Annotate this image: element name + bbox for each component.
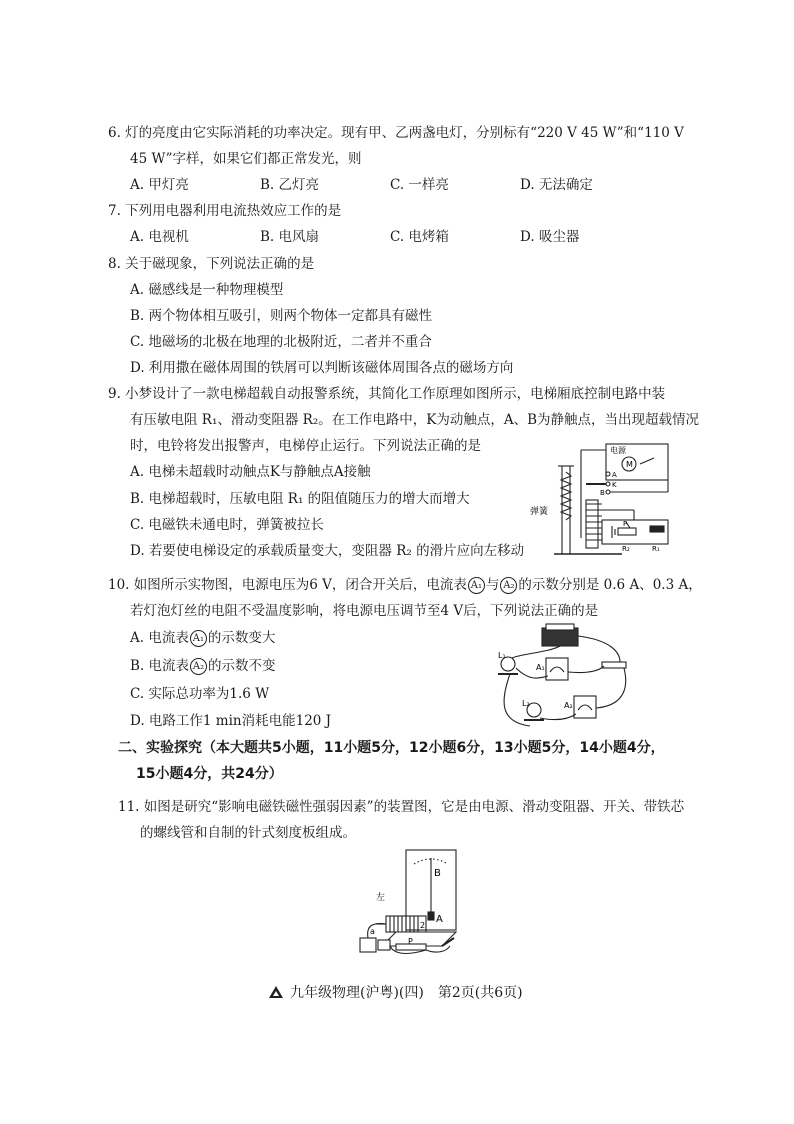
q11-apparatus-figure	[346, 846, 462, 962]
q11-fig-num: 2	[420, 921, 426, 930]
q9-option-c[interactable]: C. 电磁铁未通电时，弹簧被拉长	[130, 517, 324, 533]
q10-option-a-part1: A. 电流表	[130, 630, 189, 646]
q11-fig-a: a	[370, 927, 375, 936]
q10-stem-part2: 与	[485, 577, 500, 593]
q10-option-a[interactable]	[130, 628, 275, 648]
footer-page-number: 第2页(共6页)	[437, 985, 523, 1001]
q9-fig-r1: R₁	[652, 545, 660, 553]
section2-heading-line1: 二、实验探究（本大题共5小题，11小题5分，12小题6分，13小题5分，14小题4分，	[118, 740, 665, 756]
q6-option-a[interactable]: A. 甲灯亮	[130, 177, 189, 193]
q10-option-d[interactable]: D. 电路工作1 min消耗电能120 J	[130, 713, 332, 729]
section2-heading-line2: 15小题4分，共24分）	[136, 766, 283, 782]
ammeter-a2-symbol: A₂	[190, 658, 207, 675]
q10-ammeter-a2	[574, 696, 596, 718]
q9-option-d[interactable]: D. 若要使电梯设定的承载质量变大，变阻器 R₂ 的滑片应向左移动	[130, 543, 525, 559]
q7-options	[130, 227, 650, 247]
q6-stem-line2: 45 W”字样，如果它们都正常发光，则	[130, 151, 362, 167]
q10-option-a-part2: 的示数变大	[207, 630, 276, 646]
q10-option-c[interactable]: C. 实际总功率为1.6 W	[130, 686, 270, 702]
ammeter-a1-symbol: A₁	[190, 630, 207, 647]
q11-fig-left: 左	[376, 893, 386, 903]
q10-stem-part1: 10. 如图所示实物图，电源电压为6 V，闭合开关后，电流表	[108, 577, 467, 593]
q8-option-a[interactable]: A. 磁感线是一种物理模型	[130, 282, 284, 298]
q8-stem: 8. 关于磁现象，下列说法正确的是	[108, 256, 315, 272]
q10-circuit-figure	[490, 622, 642, 734]
q9-option-a[interactable]: A. 电梯未超载时动触点K与静触点A接触	[130, 464, 371, 480]
q9-fig-motor: M	[626, 460, 633, 469]
q6-option-b[interactable]: B. 乙灯亮	[260, 177, 320, 193]
q10-battery	[542, 628, 578, 646]
q10-stem-line1	[108, 575, 702, 595]
publisher-logo-icon	[268, 985, 284, 999]
ammeter-a1-symbol: A₁	[468, 577, 485, 594]
q10-stem-line2: 若灯泡灯丝的电阻不受温度影响，将电源电压调节至4 V后，下列说法正确的是	[130, 603, 599, 619]
q7-stem: 7. 下列用电器利用电流热效应工作的是	[108, 203, 342, 219]
q7-option-c[interactable]: C. 电烤箱	[390, 229, 449, 245]
q10-fig-l2: L₂	[522, 699, 530, 708]
q6-options	[130, 175, 650, 195]
q10-ammeter-a1	[546, 658, 568, 680]
q9-stem-line3: 时，电铃将发出报警声，电梯停止运行。下列说法正确的是	[130, 438, 481, 454]
page-footer	[268, 982, 523, 1002]
footer-title: 九年级物理(沪粤)(四)	[290, 985, 424, 1001]
q8-option-c[interactable]: C. 地磁场的北极在地理的北极附近，二者并不重合	[130, 334, 432, 350]
q6-stem-line1: 6. 灯的亮度由它实际消耗的功率决定。现有甲、乙两盏电灯，分别标有“220 V 45 W”和“110 V	[108, 125, 684, 141]
q10-fig-a2: A₂	[564, 701, 573, 710]
q9-r2-resistor	[618, 528, 636, 535]
q11-stem-line2: 的螺线管和自制的针式刻度板组成。	[140, 825, 356, 841]
q9-stem-line1: 9. 小梦设计了一款电梯超载自动报警系统，其简化工作原理如图所示，电梯厢底控制电路中装	[108, 386, 666, 402]
q10-switch	[602, 662, 626, 668]
q6-option-d[interactable]: D. 无法确定	[520, 177, 593, 193]
q9-fig-spring: 弹簧	[530, 507, 549, 517]
q9-fig-power: 电源	[610, 446, 626, 455]
q10-option-b[interactable]	[130, 656, 276, 676]
q9-r1-sensor	[650, 526, 664, 532]
q9-circuit-figure	[526, 438, 676, 560]
q9-stem-line2: 有压敏电阻 R₁、滑动变阻器 R₂。在工作电路中，K为动触点，A、B为静触点，当出现超载情况	[130, 412, 699, 428]
q11-fig-b: B	[434, 868, 441, 879]
q9-fig-b: B	[600, 489, 605, 497]
q11-fig-p: P	[408, 937, 413, 946]
q10-stem-part3: 的示数分别是 0.6 A、0.3 A，	[518, 577, 702, 593]
q8-option-d[interactable]: D. 利用撒在磁体周围的铁屑可以判断该磁体周围各点的磁场方向	[130, 360, 514, 376]
q8-option-b[interactable]: B. 两个物体相互吸引，则两个物体一定都具有磁性	[130, 308, 433, 324]
q11-fig-a-point: A	[436, 914, 443, 925]
q11-stem-line1: 11. 如图是研究“影响电磁铁磁性强弱因素”的装置图，它是由电源、滑动变阻器、开关、带铁芯	[118, 799, 685, 815]
q9-option-b[interactable]: B. 电梯超载时，压敏电阻 R₁ 的阻值随压力的增大而增大	[130, 491, 470, 507]
q6-option-c[interactable]: C. 一样亮	[390, 177, 449, 193]
q7-option-a[interactable]: A. 电视机	[130, 229, 189, 245]
q9-fig-r2: R₂	[622, 545, 630, 553]
q9-fig-a: A	[612, 471, 617, 479]
q7-option-d[interactable]: D. 吸尘器	[520, 229, 580, 245]
q10-option-b-part2: 的示数不变	[208, 658, 276, 674]
q10-option-b-part1: B. 电流表	[130, 658, 190, 674]
ammeter-a2-symbol: A₂	[500, 577, 517, 594]
q11-battery	[360, 938, 376, 952]
q10-fig-a1: A₁	[536, 663, 545, 672]
q10-fig-l1: L₁	[498, 651, 506, 660]
q9-fig-p: P	[623, 520, 628, 528]
q9-fig-k: K	[612, 481, 617, 489]
q7-option-b[interactable]: B. 电风扇	[260, 229, 320, 245]
